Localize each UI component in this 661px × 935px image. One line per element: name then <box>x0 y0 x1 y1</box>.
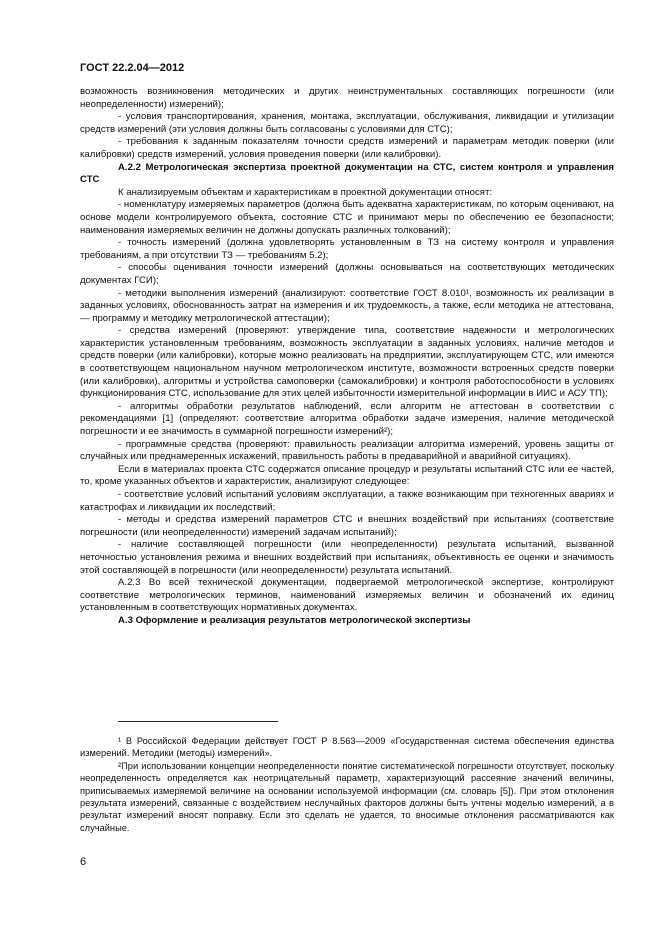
footnotes <box>80 735 614 834</box>
paragraph: - требования к заданным показателям точности средств измерений и параметрам методик поверки (или калибровки) средств измерений, условия проведения поверки (или калибровки). <box>80 136 614 160</box>
footnote-separator <box>118 721 278 722</box>
footnote: ²При использовании концепции неопределенности понятие систематической погрешности отсутствует, поскольку неопределенность определяется как неотрицательный параметр, характеризующий рассеяние значений величины, приписываемых измеряемой величине на основании используемой информации (см. словарь [5]). При этом отклонения результата измерений, связанные с воздействием неслучайных факторов должны быть учтены моделью измерений, а в результат измерений вносят поправку. Если это сделать не удается, то вносимые отклонения рассматриваются как случайные. <box>80 760 614 833</box>
paragraph: Если в материалах проекта СТС содержатся описание процедур и результаты испытаний СТС или ее частей, то, кроме указанных объектов и характеристик, анализируют следующее: <box>80 463 614 488</box>
section-heading: А.2.2 Метрологическая экспертиза проектной документации на СТС, систем контроля и управления СТС <box>80 161 614 186</box>
paragraph: - алгоритмы обработки результатов наблюдений, если алгоритм не аттестован в соответствии с рекомендациями [1] (определяют: соответствие алгоритма обработки задаче измерения, наличие методической погрешности и ее значимость в суммарной погрешности измерений²); <box>80 400 614 438</box>
paragraph: - способы оценивания точности измерений (должны основываться на соответствующих методических документах ГСИ); <box>80 262 614 286</box>
paragraph: - наличие составляющей погрешности (или неопределенности) результата испытаний, вызванной неточностью установления режима и внешних воздействий при испытаниях, объективность ее оценки и значимость этой составляющей в погрешности (или неопределенности) результата испытаний. <box>80 539 614 576</box>
paragraph: - точность измерений (должна удовлетворять установленным в ТЗ на систему контроля и управления требованиям, а при отсутствии ТЗ — требованиям 5.2); <box>80 237 614 261</box>
footnote: ¹ В Российской Федерации действует ГОСТ Р 8.563—2009 «Государственная система обеспечения единства измерений. Методики (методы) измерений». <box>80 736 614 759</box>
section-heading: А.3 Оформление и реализация результатов метрологической экспертизы <box>118 614 471 626</box>
paragraph: - средства измерений (проверяют: утверждение типа, соответствие надежности и метрологических характеристик установленным требованиям, возможность эксплуатации в заданных условиях, наличие методов и средств поверки (или калибровки), которые можно реализовать на предприятии, эксплуатирующем СТС, или имеются в соответствующем национальном научном метрологическом институте, возможности встроенных средств поверки (или калибровки), алгоритмы и устройства самоповерки (самокалибровки) и контроля работоспособности в условиях функционирования СТС, использование для этих целей избыточности измерительной информации в ИИС и АСУ ТП); <box>80 325 614 400</box>
paragraph: - программные средства (проверяют: правильность реализации алгоритма измерений, уровень защиты от случайных или преднамеренных искажений, правильность работы в предаварийной и аварийной ситуациях). <box>80 438 614 463</box>
page-number: 6 <box>80 856 87 868</box>
paragraph: А.2.3 Во всей технической документации, подвергаемой метрологической экспертизе, контролируют соответствие метрологических терминов, наименований измеряемых величин и обозначений их единиц установленным в соответствующих нормативных документах. <box>80 577 614 614</box>
document-header: ГОСТ 22.2.04—2012 <box>80 62 185 74</box>
paragraph: - методики выполнения измерений (анализируют: соответствие ГОСТ 8.010¹, возможность их реализации в заданных условиях, обоснованность затрат на измерения и их трудоемкость, а также, если методика не аттестована, — программу и методику метрологической аттестации); <box>80 287 614 324</box>
paragraph: - соответствие условий испытаний условиям эксплуатации, а также возникающим при техногенных авариях и катастрофах и ликвидации их последствий; <box>80 489 614 513</box>
document-body <box>80 86 614 628</box>
paragraph: - условия транспортирования, хранения, монтажа, эксплуатации, обслуживания, ликвидации и утилизации средств измерений (эти условия должны быть согласованы с условиями для СТС); <box>80 111 614 135</box>
paragraph: - номенклатуру измеряемых параметров (должна быть адекватна характеристикам, по которым оценивают, на основе модели контролируемого объекта, состояние СТС и принимают меры по обеспечению ее безопасности; наименования измеряемых величин не должны допускать различных толкований); <box>80 199 614 236</box>
paragraph: - методы и средства измерений параметров СТС и внешних воздействий при испытаниях (соответствие погрешности (или неопределенности) измерений задачам испытаний); <box>80 514 614 538</box>
paragraph: возможность возникновения методических и других неинструментальных составляющих погрешности (или неопределенности) измерений); <box>80 86 614 110</box>
paragraph: К анализируемым объектам и характеристикам в проектной документации относят: <box>118 186 493 198</box>
